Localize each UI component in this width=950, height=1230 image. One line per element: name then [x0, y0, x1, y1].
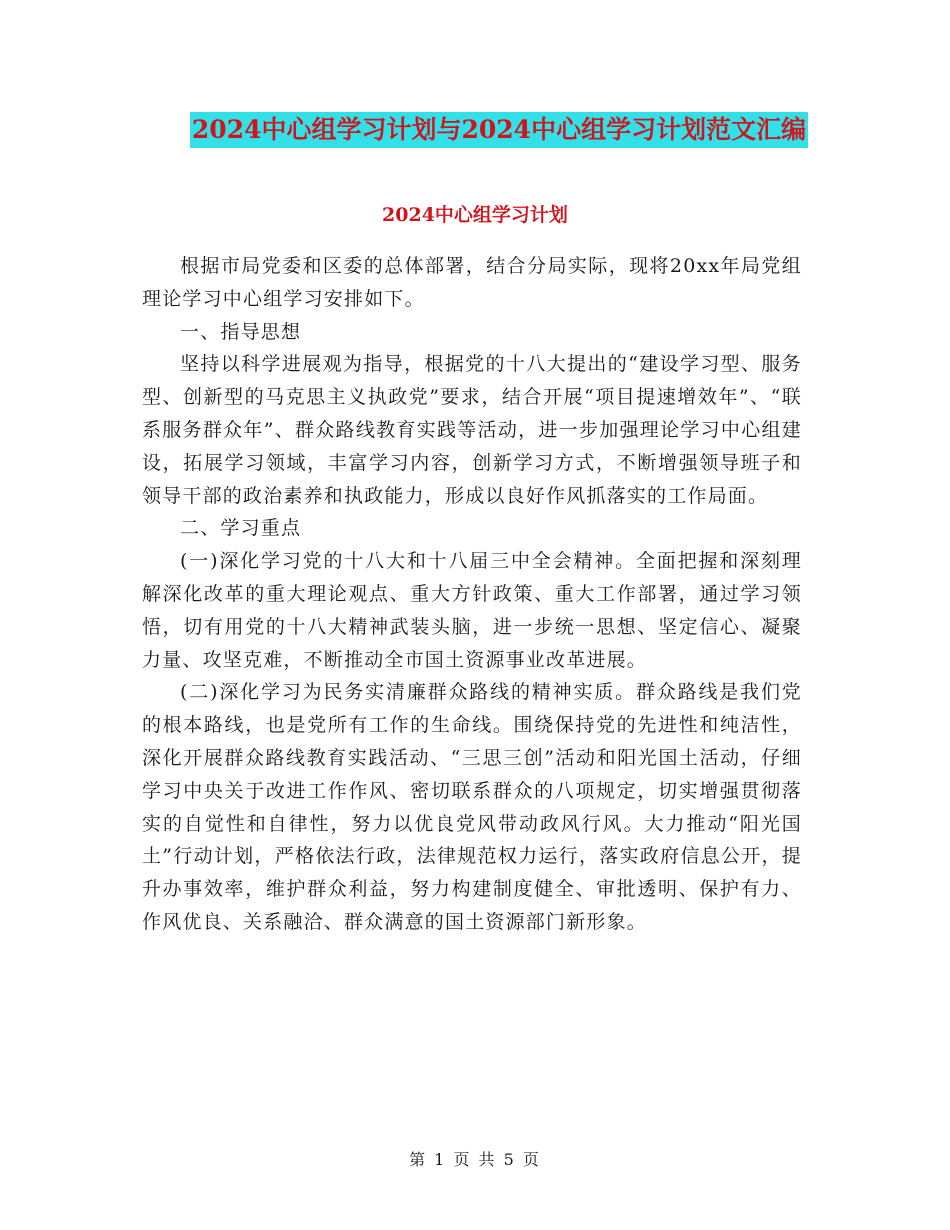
- document-body: [142, 250, 802, 939]
- heading-study-focus: 二、学习重点: [180, 517, 302, 540]
- paragraph-focus-1: (一)深化学习党的十八大和十八届三中全会精神。全面把握和深刻理解深化改革的重大理论观点、重大方针政策、重大工作部署，通过学习领悟，切有用党的十八大精神武装头脑，进一步统一思想、坚定信心、凝聚力量、攻坚克难，不断推动全市国土资源事业改革进展。: [142, 550, 802, 671]
- heading-guiding-ideology: 一、指导思想: [180, 320, 302, 343]
- page-footer: 第 1 页 共 5 页: [409, 1150, 541, 1169]
- section-title: 2024中心组学习计划: [382, 204, 568, 226]
- document-title: 2024中心组学习计划与2024中心组学习计划范文汇编: [190, 112, 808, 148]
- paragraph-intro: 根据市局党委和区委的总体部署，结合分局实际，现将20xx年局党组理论学习中心组学习安排如下。: [142, 255, 802, 310]
- document-title-wrap: [0, 112, 950, 148]
- paragraph-guiding-ideology: 坚持以科学进展观为指导，根据党的十八大提出的“建设学习型、服务型、创新型的马克思主义执政党”要求，结合开展“项目提速增效年”、“联系服务群众年”、群众路线教育实践等活动，进一步加强理论学习中心组建设，拓展学习领域，丰富学习内容，创新学习方式，不断增强领导班子和领导干部的政治素养和执政能力，形成以良好作风抓落实的工作局面。: [142, 353, 802, 507]
- paragraph-focus-2: (二)深化学习为民务实清廉群众路线的精神实质。群众路线是我们党的根本路线，也是党所有工作的生命线。围绕保持党的先进性和纯洁性，深化开展群众路线教育实践活动、“三思三创”活动和阳光国土活动，仔细学习中央关于改进工作作风、密切联系群众的八项规定，切实增强贯彻落实的自觉性和自律性，努力以优良党风带动政风行风。大力推动“阳光国土”行动计划，严格依法行政，法律规范权力运行，落实政府信息公开，提升办事效率，维护群众利益，努力构建制度健全、审批透明、保护有力、作风优良、关系融洽、群众满意的国土资源部门新形象。: [142, 681, 802, 933]
